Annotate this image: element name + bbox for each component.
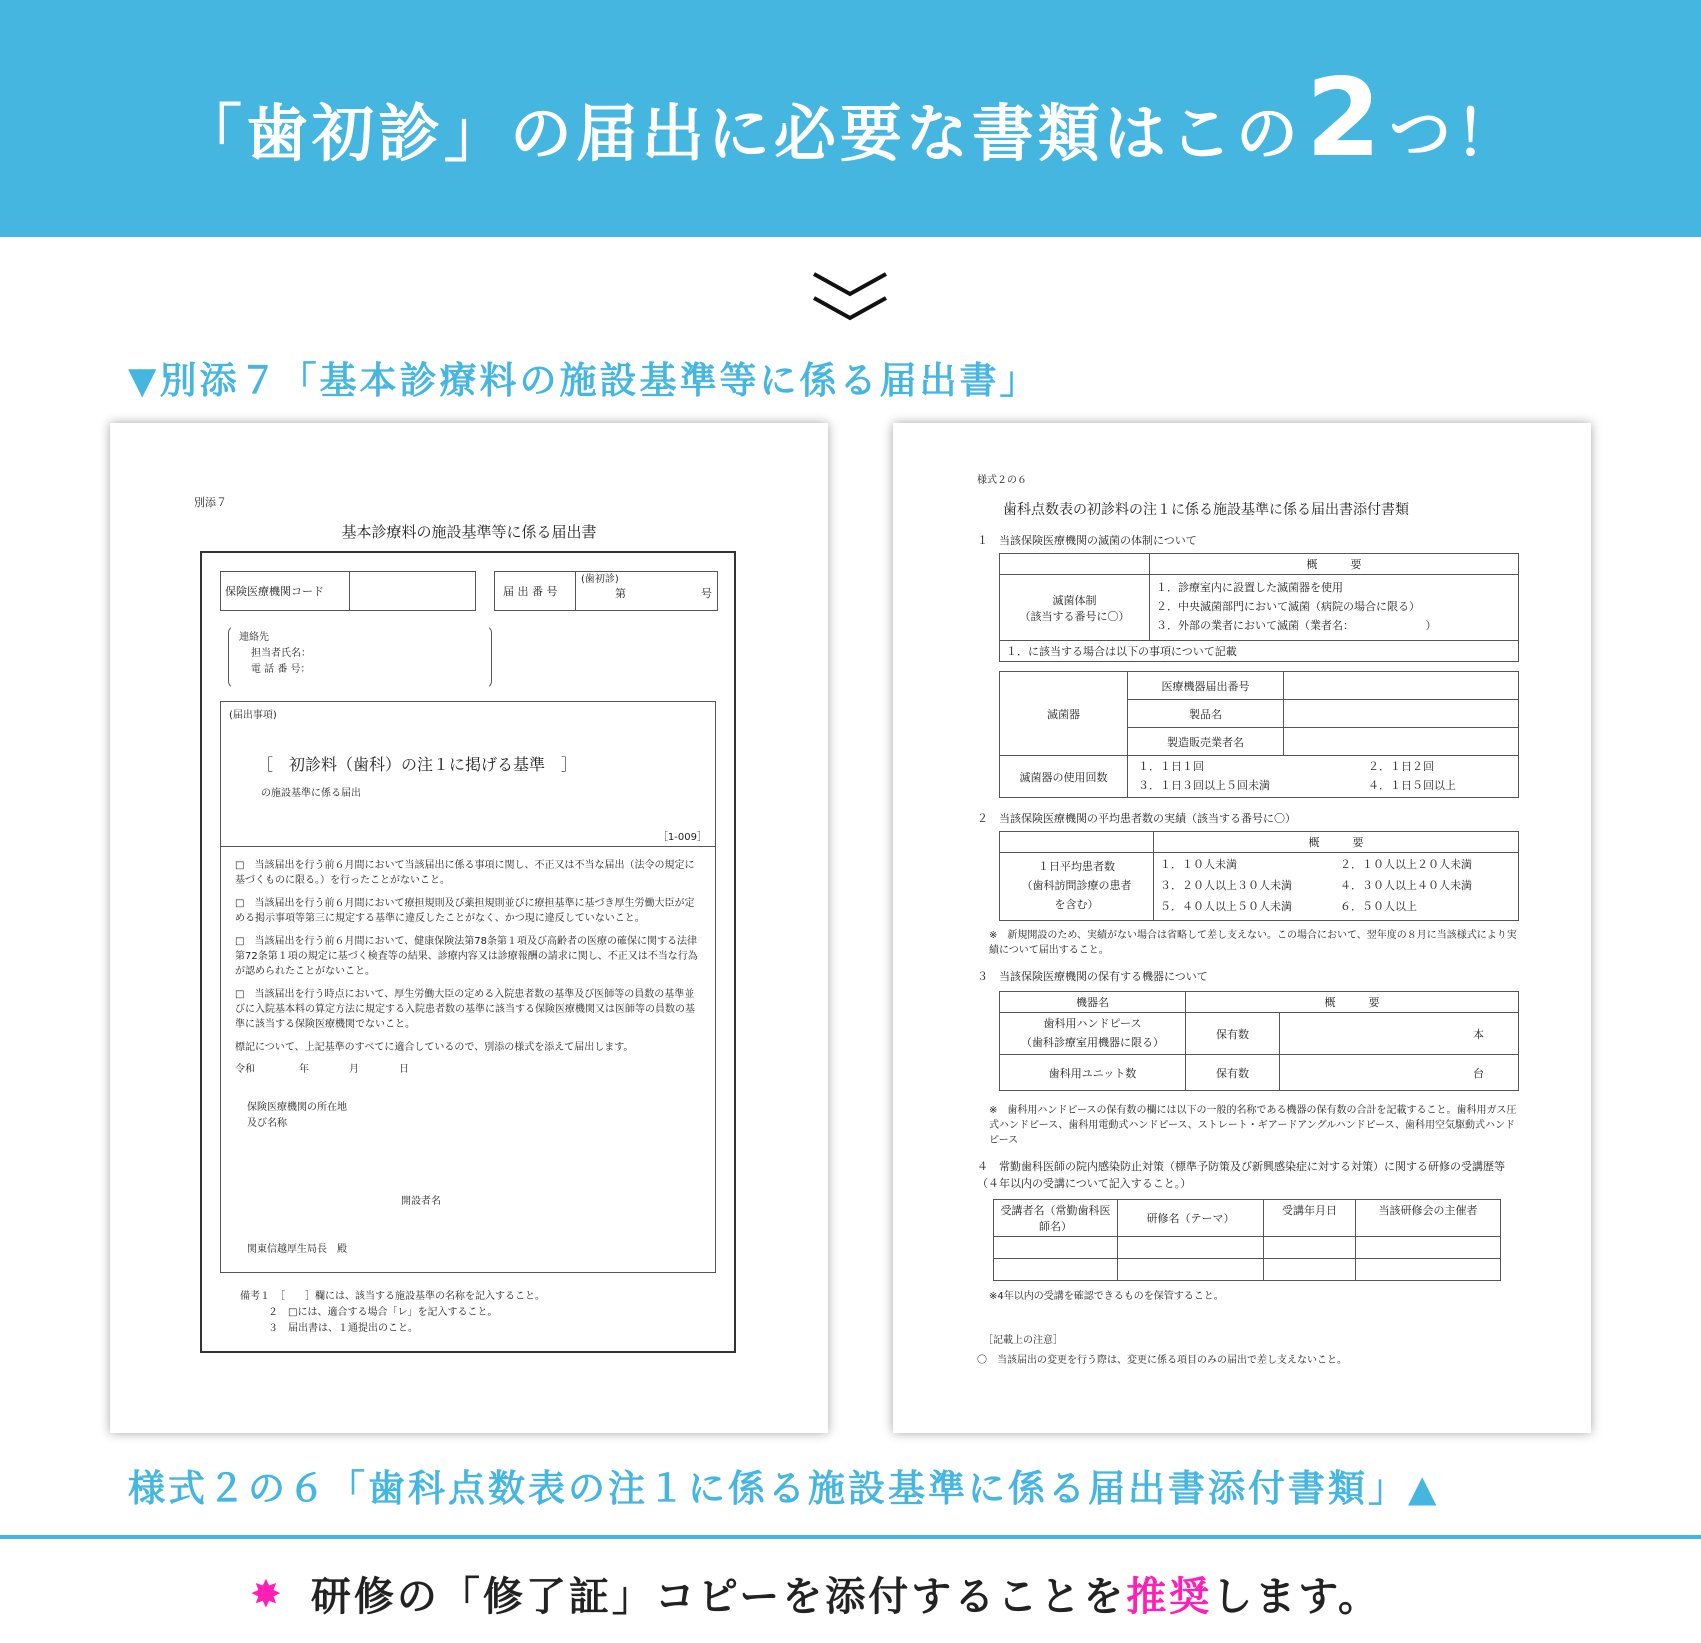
date-day: 日: [399, 1064, 409, 1075]
table-header: 概 要: [1186, 992, 1519, 1013]
caption-bottom: 様式２の６「歯科点数表の注１に係る施設基準に係る届出書添付書類」▲: [128, 1467, 1440, 1510]
field-label: 保有数: [1186, 1013, 1280, 1055]
table-note: １．に該当する場合は以下の事項について記載: [1000, 641, 1519, 662]
footer-message: [250, 1565, 1381, 1622]
unit-label: 本: [1280, 1013, 1519, 1055]
note-line: ３ 届出書は、１通提出のこと。: [268, 1323, 418, 1334]
document-right: [893, 423, 1591, 1433]
banner-title: [179, 55, 1522, 181]
contact-person: 担当者氏名：: [251, 648, 311, 659]
table-header: 研修名（テーマ）: [1118, 1200, 1264, 1237]
section-3-title: ３ 当該保険医療機関の保有する機器について: [977, 970, 1208, 983]
contact-label: 連絡先: [239, 632, 269, 643]
option-text: １．１日１回: [1138, 760, 1204, 773]
code-box: [220, 571, 476, 611]
equipment-table: [999, 991, 1519, 1091]
row-label: 滅菌器: [1000, 672, 1128, 756]
table-header: 概 要: [1150, 554, 1519, 575]
option-text: ２．中央滅菌部門において滅菌（病院の場合に限る）: [1156, 600, 1420, 614]
section-2-note: ※ 新規開設のため、実績がない場合は省略して差し支えない。この場合において、翌年度の８月に当該様式により実績について届出すること。: [989, 930, 1517, 956]
field-label: 保有数: [1186, 1055, 1280, 1091]
caption-top: ▼別添７「基本診療料の施設基準等に係る届出書」: [128, 359, 1040, 402]
table-header: 受講年月日: [1264, 1200, 1356, 1237]
row-label-2: （歯科訪問診療の患者: [1021, 878, 1132, 892]
unit-label: 台: [1280, 1055, 1519, 1091]
option-text: １．診療室内に設置した滅菌器を使用: [1156, 581, 1343, 595]
number-box: [494, 571, 718, 611]
field-label: 製品名: [1128, 700, 1284, 728]
number-prefix: 第: [615, 587, 626, 600]
divider: [0, 1535, 1701, 1539]
option-text: １．１０人未満: [1160, 858, 1237, 871]
table-header: 概 要: [1154, 832, 1519, 853]
table-header: 機器名: [1000, 992, 1186, 1013]
banner-title-suffix: つ！: [1389, 96, 1522, 170]
table-header: 受講者名（常勤歯科医師名）: [994, 1200, 1118, 1237]
banner-title-text: 「歯初診」の届出に必要な書類はこの: [179, 96, 1302, 170]
number-label: 届 出 番 号: [503, 585, 558, 598]
row-label: 滅菌器の使用回数: [1000, 756, 1128, 798]
row-label-3: を含む）: [1054, 897, 1099, 911]
check-item: □ 当該届出を行う前６月間において療担規則及び薬担規則並びに療担基準に基づき厚生労働大臣が定める掲示事項等第三に規定する基準に違反したことがなく、かつ現に違反していないこと。: [235, 898, 695, 924]
check-item: □ 当該届出を行う前６月間において当該届出に係る事項に関し、不正又は不当な届出（法令の規定に基づくものに限る。）を行ったことがないこと。: [235, 860, 695, 886]
field-label: 医療機器届出番号: [1128, 672, 1284, 700]
patient-table: [999, 831, 1519, 921]
option-text: ２．１０人以上２０人未満: [1340, 858, 1472, 871]
number-hint: (歯初診): [581, 574, 619, 585]
row-label: 歯科用ユニット数: [1000, 1055, 1186, 1091]
founder-label: 開設者名: [401, 1196, 441, 1207]
banner-title-number: 2: [1305, 55, 1386, 181]
burst-icon: ✸: [250, 1571, 285, 1616]
contact-phone: 電 話 番 号：: [251, 664, 311, 675]
row-label: 滅菌体制: [1052, 593, 1097, 607]
sterilization-table: [999, 553, 1519, 662]
form-code: ［1-009］: [657, 832, 707, 843]
statement: 標記について、上記基準のすべてに適合しているので、別添の様式を添えて届出します。: [235, 1042, 634, 1053]
number-suffix: 号: [701, 587, 712, 600]
option-text: ５．４０人以上５０人未満: [1160, 899, 1292, 913]
section-1-title: １ 当該保険医療機関の滅菌の体制について: [977, 534, 1197, 547]
main-item-sub: の施設基準に係る届出: [261, 788, 361, 799]
notification-items: [220, 701, 716, 1273]
option-text: ４．１日５回以上: [1368, 778, 1456, 792]
doc-tag: 様式２の６: [977, 475, 1027, 486]
check-item: □ 当該届出を行う前６月間において、健康保険法第78条第１項及び高齢者の医療の確保に関する法律第72条第１項の規定に基づく検査等の結果、診療内容又は診療報酬の請求に関し、不正又は不当な行為が認められたことがないこと。: [235, 936, 698, 977]
option-text: ３．１日３回以上５回未満: [1138, 778, 1270, 792]
doc-title: 歯科点数表の初診料の注１に係る施設基準に係る届出書添付書類: [1003, 502, 1409, 518]
code-label: 保険医療機関コード: [225, 585, 324, 598]
row-label: 歯科用ハンドピース: [1043, 1017, 1142, 1030]
checklist: [221, 858, 715, 1063]
sterilizer-table: [999, 671, 1519, 798]
doc-tag: 別添７: [194, 496, 227, 509]
option-text: ６．５０人以上: [1340, 899, 1417, 913]
field-label: 製造販売業者名: [1128, 728, 1284, 756]
table-header: 当該研修会の主催者: [1356, 1200, 1501, 1237]
date-era: 令和: [235, 1064, 255, 1075]
document-left: [110, 423, 828, 1433]
footer-text: 研修の「修了証」コピーを添付することを: [310, 1574, 1127, 1620]
remarks-label: ［記載上の注意］: [983, 1335, 1063, 1346]
check-item: □ 当該届出を行う時点において、厚生労働大臣の定める入院患者数の基準及び医師等の員数の基準並びに入院基本料の算定方法に規定する入院患者数の基準に該当する保険医療機関又は医師等の員数の基準に該当する保険医療機関でないこと。: [235, 989, 695, 1030]
row-label-2: （歯科診療室用機器に限る）: [1021, 1035, 1164, 1049]
addressee: 関東信越厚生局長 殿: [247, 1244, 347, 1255]
footer-highlight: 推奨: [1126, 1574, 1213, 1620]
address-label: 保険医療機関の所在地: [247, 1102, 347, 1113]
section-4-title: ４ 常勤歯科医師の院内感染防止対策（標準予防策及び新興感染症に対する対策）に関する研修の受講歴等（４年以内の受講について記入すること。）: [977, 1160, 1505, 1190]
doc-title: 基本診療料の施設基準等に係る届出書: [341, 523, 597, 541]
option-text: ２．１日２回: [1368, 760, 1434, 773]
section-4-note: ※4年以内の受講を確認できるものを保管すること。: [989, 1291, 1224, 1302]
items-label: (届出事項): [229, 710, 277, 721]
footer-text-end: します。: [1212, 1574, 1382, 1620]
form-frame: [200, 551, 736, 1353]
contact-box: [228, 625, 492, 689]
remarks-text: 〇 当該届出の変更を行う際は、変更に係る項目のみの届出で差し支えないこと。: [977, 1355, 1347, 1366]
row-label-2: （該当する番号に〇）: [1019, 609, 1130, 623]
option-text: ３．外部の業者において滅菌（業者名： ）: [1156, 618, 1437, 632]
training-table: [993, 1199, 1501, 1281]
section-3-note: ※ 歯科用ハンドピースの保有数の欄には以下の一般的名称である機器の保有数の合計を記載すること。歯科用ガス圧式ハンドピース、歯科用電動式ハンドピース、ストレート・ギアードアングルハンドピース、歯科用空気駆動式ハンドピース: [989, 1105, 1517, 1146]
date-month: 月: [349, 1064, 359, 1075]
header-banner: [0, 0, 1701, 237]
row-label: １日平均患者数: [1038, 860, 1115, 874]
option-text: ４．３０人以上４０人未満: [1340, 878, 1472, 892]
double-chevron-down-icon: [810, 268, 890, 324]
note-line: 備考１ ［ ］欄には、該当する施設基準の名称を記入すること。: [240, 1291, 545, 1302]
date-year: 年: [299, 1064, 309, 1075]
option-text: ３．２０人以上３０人未満: [1160, 878, 1292, 892]
note-line: ２ □には、適合する場合「レ」を記入すること。: [268, 1307, 498, 1318]
main-item: ［ 初診料（歯科）の注１に掲げる基準 ］: [257, 755, 578, 774]
address-label-2: 及び名称: [247, 1118, 287, 1129]
section-2-title: ２ 当該保険医療機関の平均患者数の実績（該当する番号に〇）: [977, 812, 1296, 825]
